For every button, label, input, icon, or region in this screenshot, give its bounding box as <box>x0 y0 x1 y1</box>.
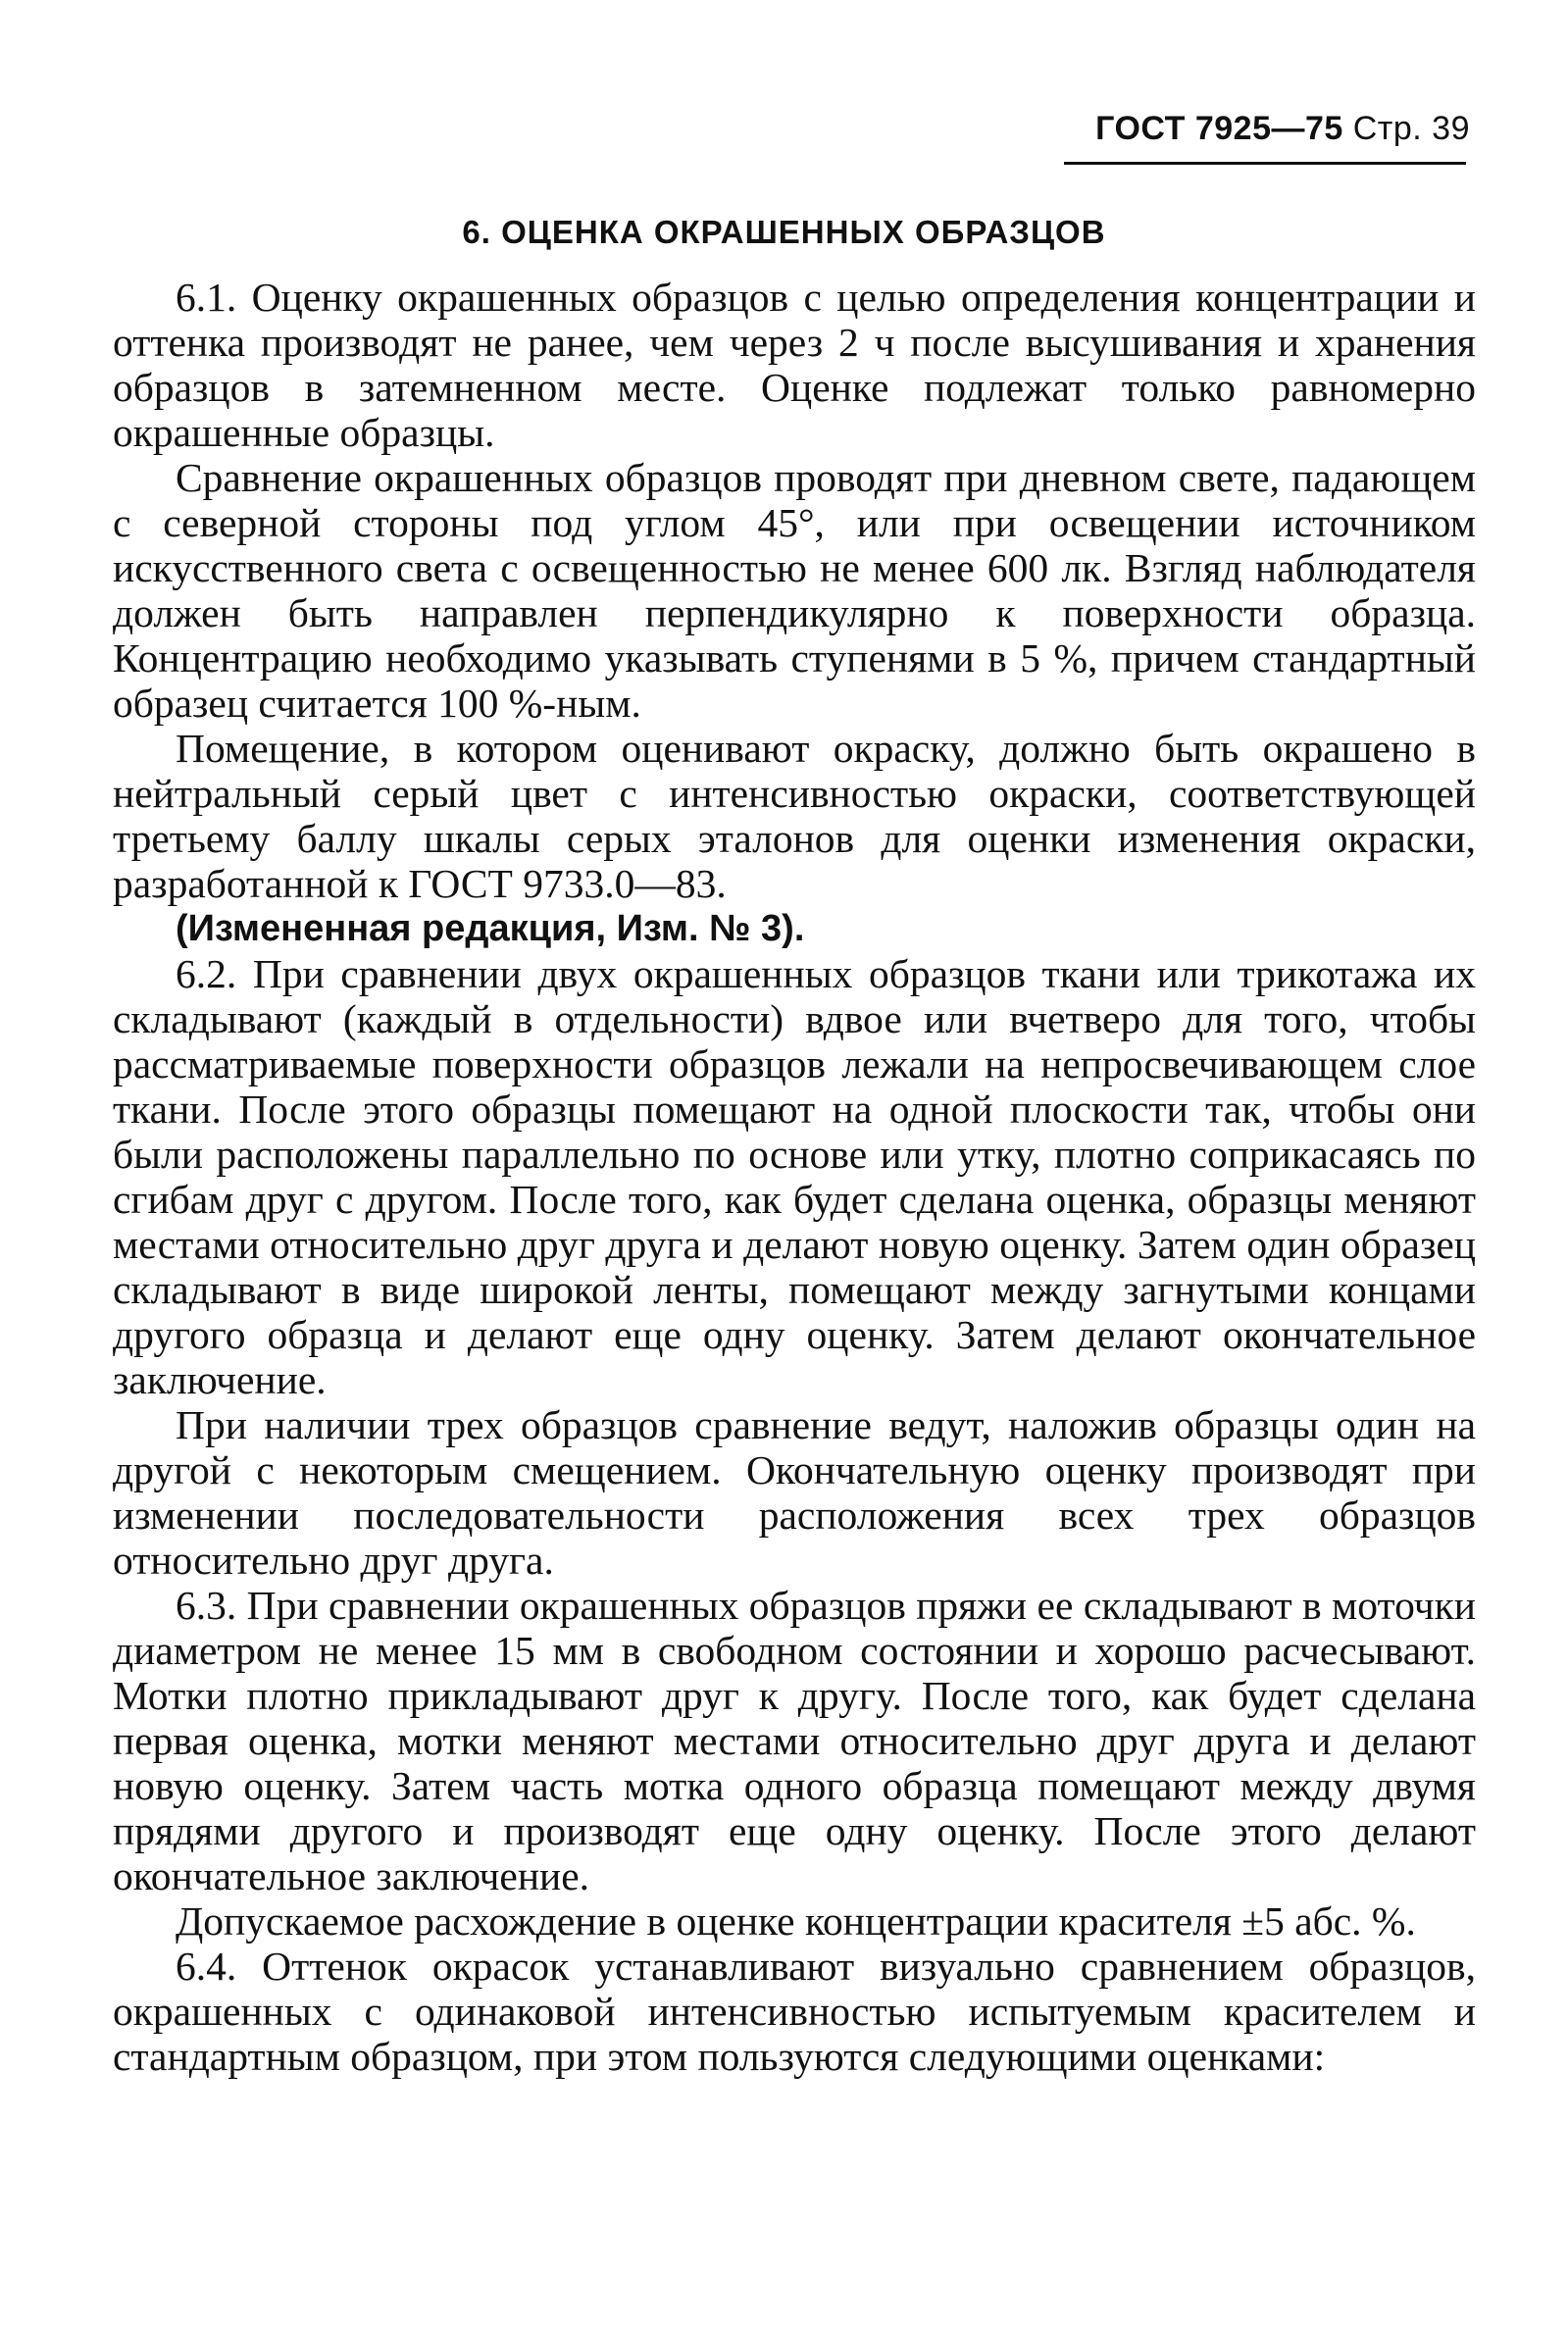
body-text <box>113 275 1476 2079</box>
paragraph-room: Помещение, в котором оценивают окраску, должно быть окрашено в нейтральный серый цвет с интенсивностью окраски, соответствующей третьему баллу шкалы серых эталонов для оценки изменения окраски, разработанной к ГОСТ 9733.0—83. <box>113 726 1476 906</box>
header-rule <box>1064 162 1466 165</box>
running-header <box>1095 110 1470 148</box>
paragraph-6-1: 6.1. Оценку окрашенных образцов с целью определения концентрации и оттенка производят не ранее, чем через 2 ч после высушивания и хранения образцов в затемненном месте. Оценке подлежат только равномерно окрашенные образцы. <box>113 275 1476 455</box>
page-number: Стр. 39 <box>1352 110 1470 147</box>
standard-number: ГОСТ 7925—75 <box>1095 110 1343 147</box>
amendment-note: (Измененная редакция, Изм. № 3). <box>176 908 805 949</box>
paragraph-6-3: 6.3. При сравнении окрашенных образцов пряжи ее складывают в моточки диаметром не менее 15 мм в свободном состоянии и хорошо расчесывают. Мотки плотно прикладывают друг к другу. После того, как будет сделана первая оценка, мотки меняют местами относительно друг друга и делают новую оценку. Затем часть мотка одного образца помещают между двумя прядями другого и производят еще одну оценку. После этого делают окончательное заключение. <box>113 1583 1476 1898</box>
paragraph-lighting: Сравнение окрашенных образцов проводят при дневном свете, падающем с северной стороны под углом 45°, или при освещении источником искусственного света с освещенностью не менее 600 лк. Взгляд наблюдателя должен быть направлен перпендикулярно к поверхности образца. Концентрацию необходимо указывать ступенями в 5 %, причем стандартный образец считается 100 %-ным. <box>113 455 1476 726</box>
paragraph-6-4: 6.4. Оттенок окрасок устанавливают визуально сравнением образцов, окрашенных с одинаковой интенсивностью испытуемым красителем и стандартным образцом, при этом пользуются следующими оценками: <box>113 1944 1476 2079</box>
paragraph-tolerance: Допускаемое расхождение в оценке концентрации красителя ±5 абс. %. <box>176 1898 1416 1944</box>
paragraph-6-2: 6.2. При сравнении двух окрашенных образцов ткани или трикотажа их складывают (каждый в отдельности) вдвое или вчетверо для того, чтобы рассматриваемые поверхности образцов лежали на непросвечивающем слое ткани. После этого образцы помещают на одной плоскости так, чтобы они были расположены параллельно по основе или утку, плотно соприкасаясь по сгибам друг с другом. После того, как будет сделана оценка, образцы меняют местами относительно друг друга и делают новую оценку. Затем один образец складывают в виде широкой ленты, помещают между загнутыми концами другого образца и делают еще одну оценку. Затем делают окончательное заключение. <box>113 951 1476 1402</box>
paragraph-three-samples: При наличии трех образцов сравнение ведут, наложив образцы один на другой с некоторым смещением. Окончательную оценку производят при изменении последовательности расположения всех трех образцов относительно друг друга. <box>113 1402 1476 1583</box>
section-title: 6. ОЦЕНКА ОКРАШЕННЫХ ОБРАЗЦОВ <box>462 214 1106 250</box>
